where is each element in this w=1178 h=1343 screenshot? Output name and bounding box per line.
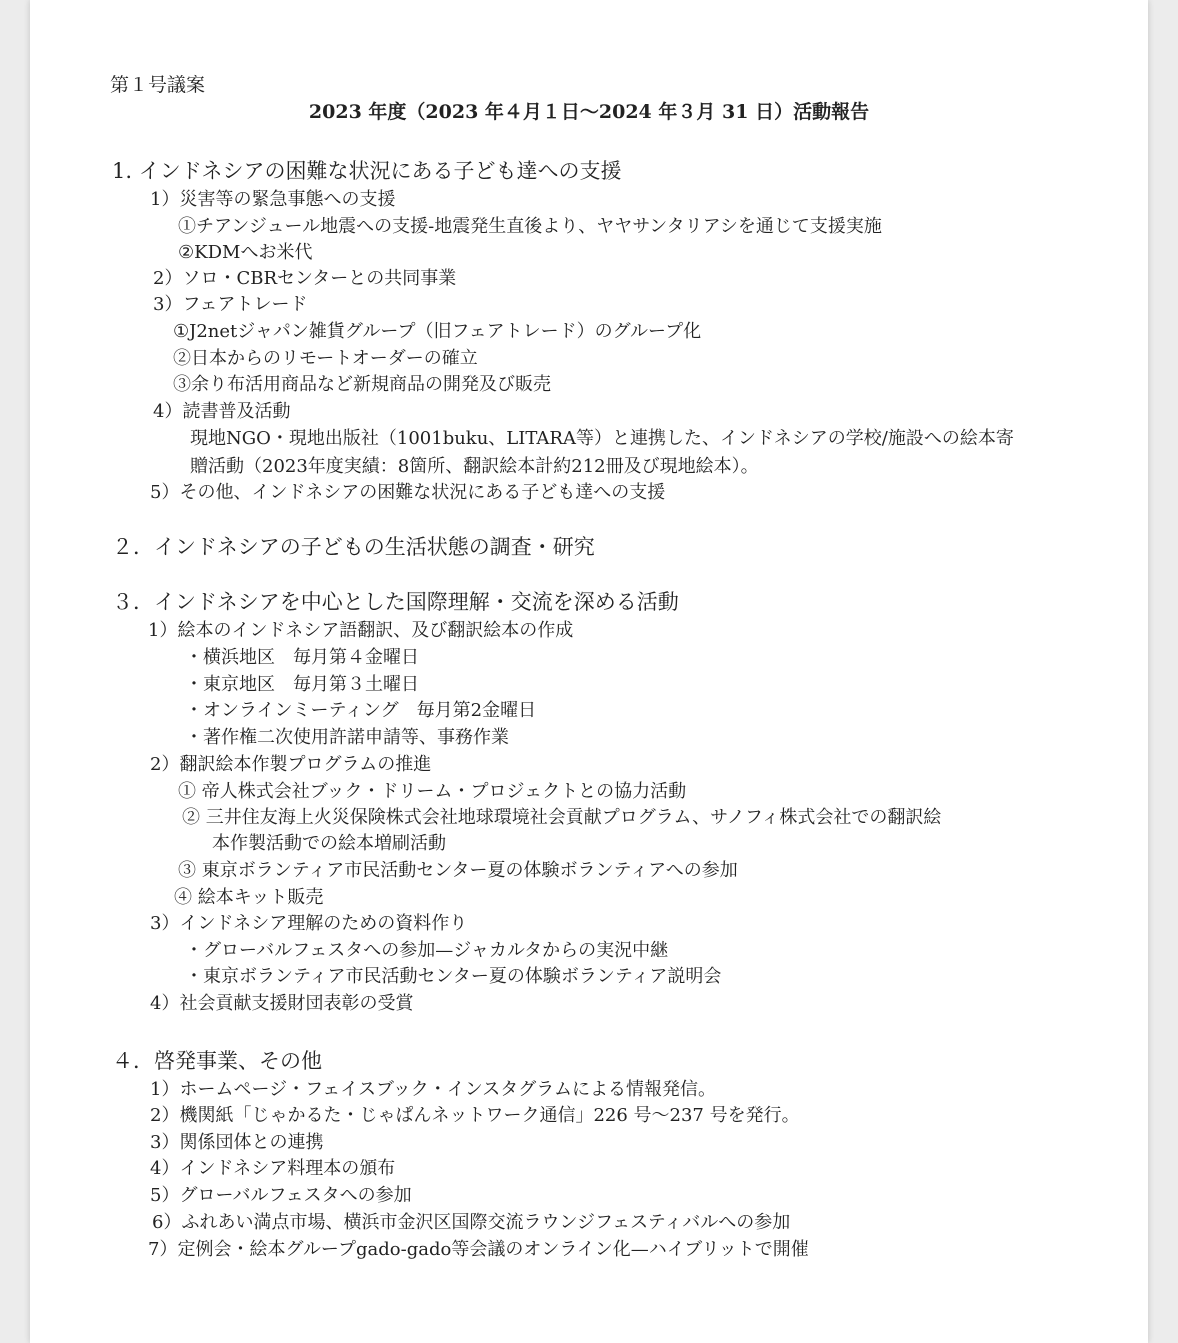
- section-3-item-4: 4）社会貢献支援財団表彰の受賞: [150, 993, 414, 1014]
- section-3-item-1a: ・横浜地区 毎月第４金曜日: [185, 647, 419, 668]
- section-2-heading: ２．インドネシアの子どもの生活状態の調査・研究: [112, 535, 595, 559]
- section-4-heading: ４．啓発事業、その他: [112, 1049, 322, 1073]
- section-3-item-2b: ② 三井住友海上火災保険株式会社地球環境社会貢献プログラム、サノフィ株式会社での翻訳絵: [182, 807, 942, 828]
- section-3-item-2: 2）翻訳絵本作製プログラムの推進: [150, 754, 432, 775]
- section-4-item-5: 5）グローバルフェスタへの参加: [150, 1185, 412, 1206]
- agenda-label: 第１号議案: [110, 74, 206, 96]
- section-4-item-1: 1）ホームページ・フェイスブック・インスタグラムによる情報発信。: [150, 1079, 717, 1100]
- section-3-item-3: 3）インドネシア理解のための資料作り: [150, 913, 468, 934]
- section-3-heading: ３．インドネシアを中心とした国際理解・交流を深める活動: [112, 590, 679, 614]
- document-title: 2023 年度（2023 年４月１日〜2024 年３月 31 日）活動報告: [308, 101, 870, 123]
- section-1-item-3: 3）フェアトレード: [153, 294, 308, 315]
- section-3-item-2d: ④ 絵本キット販売: [174, 887, 324, 908]
- section-1-item-1: 1）災害等の緊急事態への支援: [150, 189, 396, 210]
- section-1-item-1a: ①チアンジュール地震への支援-地震発生直後より、ヤヤサンタリアシを通じて支援実施: [178, 216, 882, 237]
- section-3-item-1b: ・東京地区 毎月第３土曜日: [185, 674, 419, 695]
- section-1-item-4: 4）読書普及活動: [153, 401, 291, 422]
- section-3-item-1: 1）絵本のインドネシア語翻訳、及び翻訳絵本の作成: [148, 620, 574, 641]
- section-1-item-1b: ②KDMへお米代: [178, 242, 313, 263]
- section-4-item-6: 6）ふれあい満点市場、横浜市金沢区国際交流ラウンジフェスティバルへの参加: [152, 1212, 791, 1233]
- section-3-item-1d: ・著作権二次使用許諾申請等、事務作業: [185, 727, 509, 748]
- section-3-item-2c: ③ 東京ボランティア市民活動センター夏の体験ボランティアへの参加: [178, 860, 738, 881]
- section-1-item-5: 5）その他、インドネシアの困難な状況にある子ども達への支援: [150, 482, 666, 503]
- section-3-item-2a: ① 帝人株式会社ブック・ドリーム・プロジェクトとの協力活動: [178, 781, 687, 802]
- section-1-item-3b: ②日本からのリモートオーダーの確立: [173, 348, 478, 369]
- section-3-item-2b-cont: 本作製活動での絵本増刷活動: [212, 833, 446, 854]
- section-1-heading: 1. インドネシアの困難な状況にある子ども達への支援: [112, 159, 622, 183]
- document-page: [30, 0, 1148, 1343]
- section-3-item-3b: ・東京ボランティア市民活動センター夏の体験ボランティア説明会: [185, 966, 722, 987]
- section-3-item-1c: ・オンラインミーティング 毎月第2金曜日: [185, 700, 537, 721]
- section-4-item-2: 2）機関紙「じゃかるた・じゃぱんネットワーク通信」226 号〜237 号を発行。: [150, 1105, 800, 1126]
- section-1-item-3a: ①J2netジャパン雑貨グループ（旧フェアトレード）のグループ化: [173, 321, 702, 342]
- section-4-item-4: 4）インドネシア料理本の頒布: [150, 1158, 396, 1179]
- section-1-item-3c: ③余り布活用商品など新規商品の開発及び販売: [173, 374, 551, 395]
- section-4-item-3: 3）関係団体との連携: [150, 1132, 324, 1153]
- section-3-item-3a: ・グローバルフェスタへの参加—ジャカルタからの実況中継: [185, 940, 669, 961]
- section-1-item-2: 2）ソロ・CBRセンターとの共同事業: [153, 268, 457, 289]
- section-1-item-4-text-1: 現地NGO・現地出版社（1001buku、LITARA等）と連携した、インドネシアの学校/施設への絵本寄: [190, 428, 1014, 449]
- section-1-item-4-text-2: 贈活動（2023年度実績：8箇所、翻訳絵本計約212冊及び現地絵本）。: [190, 456, 759, 477]
- section-4-item-7: 7）定例会・絵本グループgado-gado等会議のオンライン化—ハイブリットで開催: [148, 1239, 809, 1260]
